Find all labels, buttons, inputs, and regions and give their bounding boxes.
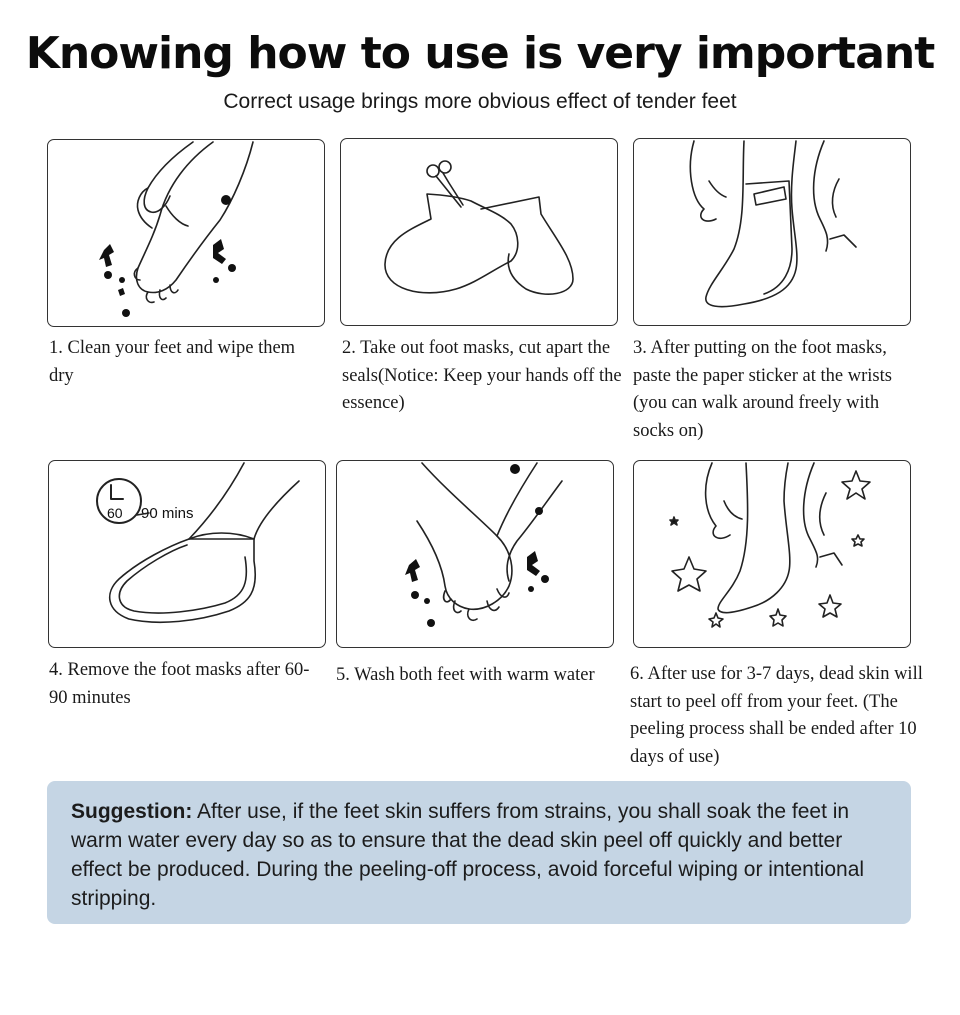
step-6-panel xyxy=(633,460,911,648)
foot-wiping-icon xyxy=(48,140,326,328)
page-title: Knowing how to use is very important xyxy=(25,28,935,79)
step-2-panel xyxy=(340,138,618,326)
feet-washing-icon xyxy=(337,461,615,649)
step-1-caption: 1. Clean your feet and wipe them dry xyxy=(49,338,296,386)
suggestion-text: After use, if the feet skin suffers from strains, you shall soak the feet in warm water every day so as to ensure that the dead skin peel off quickly and better effect be produced. During the peeling-off process, avoid forceful wiping or intentional stripping. xyxy=(71,800,865,910)
step-3-panel xyxy=(633,138,911,326)
clock-duration-label: 90 mins xyxy=(141,505,194,522)
step-5-panel xyxy=(336,460,614,648)
clock-start-label: 60 xyxy=(107,505,123,521)
suggestion-label: Suggestion: xyxy=(71,800,193,823)
foot-mask-sticker-icon xyxy=(634,139,912,327)
clock-foot-mask-icon xyxy=(49,461,327,649)
sparkling-foot-icon xyxy=(634,461,912,649)
step-1-panel xyxy=(47,139,325,327)
suggestion-box xyxy=(47,781,911,924)
step-2-caption: 2. Take out foot masks, cut apart the seals(Notice: Keep your hands off the essence) xyxy=(342,338,622,413)
step-6-caption: 6. After use for 3-7 days, dead skin will start to peel off from your feet. (The peeling process shall be ended after 10 days of use) xyxy=(630,664,923,767)
step-5-caption: 5. Wash both feet with warm water xyxy=(336,665,595,685)
step-4-panel xyxy=(48,460,326,648)
scissors-foot-mask-icon xyxy=(341,139,619,327)
step-4-caption: 4. Remove the foot masks after 60-90 minutes xyxy=(49,660,310,708)
step-3-caption: 3. After putting on the foot masks, paste the paper sticker at the wrists (you can walk around freely with socks on) xyxy=(633,338,892,441)
page-subtitle: Correct usage brings more obvious effect of tender feet xyxy=(223,90,737,113)
